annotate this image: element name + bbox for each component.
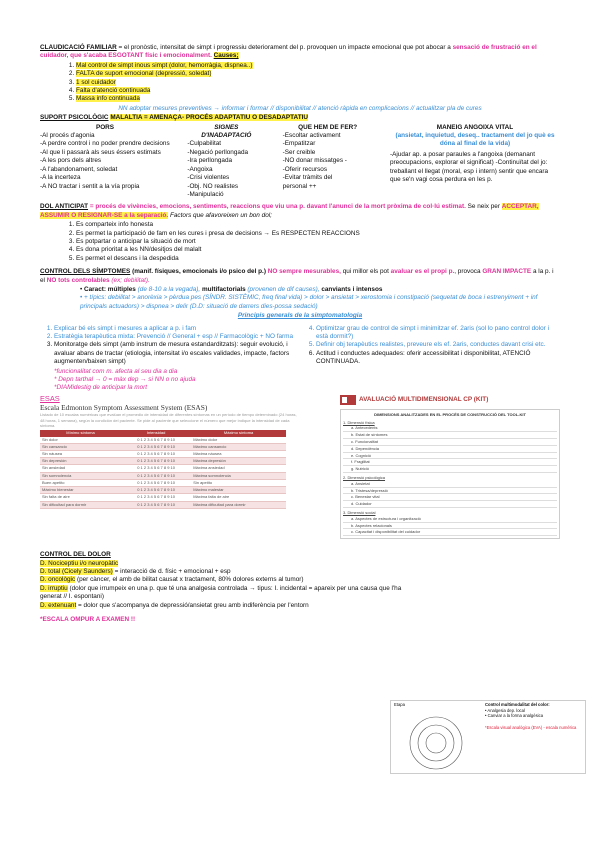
table-cell: 0 1 2 3 4 5 6 7 8 9 10 [121,451,191,458]
list-item: 1. Es comparteix info honesta [76,221,560,229]
list-item: 2. FALTA de suport emocional (depressió, soledat) [76,70,560,78]
etapa-figure [390,700,586,774]
column-pors [40,124,170,200]
control-lead3: s pot [375,268,391,276]
control-nocontrol: NO tots controlables [46,276,110,284]
avm-header [340,395,560,405]
avm-sections [343,420,557,537]
principis-left [40,324,300,393]
list-item: 2. Estratègia terapèutica mixta: Prevenció // General + esp // Farmacològic + NO farma [54,333,300,341]
list-item: 3. Es potpartar o anticipar la situació de mort [76,238,560,246]
list-item: 4. Optimitzar grau de control de simpt i minimitzar ef. 2aris (sol lo pano control dolor i està dormit?) [316,325,560,342]
table-cell: Máxima falta de aire [191,494,286,501]
principis-right [304,324,560,393]
prevent-note: NN adoptar mesures preventives → informar i formar // disponibilitat // atenció ràpida en complicacions // actualitzar pla de cures [118,104,482,112]
list-item: 4. Falta d'atenció continuada [76,87,560,95]
avm-item: a. Antecedents [343,425,557,432]
column-head: SIGNES [214,123,239,131]
table-cell: 0 1 2 3 4 5 6 7 8 9 10 [121,465,191,472]
table-header: Mínimo síntoma [40,430,121,436]
avm-item: d. Dependència [343,446,557,453]
table-cell: 0 1 2 3 4 5 6 7 8 9 10 [121,437,191,444]
table-cell: Sin depresión [40,458,121,465]
list-item: -Oferir recursos [282,165,328,173]
list-item: 3. 1 sol cuidador [76,79,560,87]
avm-item: g. Nutrició [343,466,557,473]
principis-grid [40,324,560,393]
control-lead5: a la p. i el [40,268,554,284]
list-item: 1. Mal control de simpt inous simpt (dolor, hemorràgia, dispnea..) [76,62,560,70]
dolor-line [40,560,410,568]
table-cell: 0 1 2 3 4 5 6 7 8 9 10 [121,487,191,494]
dolor-type: D. extenuant [40,601,77,609]
table-cell: Máxima somnolencia [191,472,286,479]
dolor-line [40,602,410,610]
dolor-type: D. oncològic [40,576,76,584]
table-cell: Máxima náusea [191,451,286,458]
avm-section-head: 3. Dimensió social [343,510,376,515]
list-item: 1. Explicar bé els simpt i mesures a aplicar a p. i fam [54,325,300,333]
logo-icon [340,395,356,405]
control-gran: GRAN IMPACTE [482,268,532,276]
avm-item: d. Cuidador [343,501,557,508]
table-cell: 0 1 2 3 4 5 6 7 8 9 10 [121,443,191,450]
list-item: -Empatitzar [282,140,316,148]
table-cell: Buen apetito [40,479,121,486]
table-cell: Sin falta de aire [40,494,121,501]
dolor-type: D. total (Cicely Saunders) [40,568,113,575]
dolor-desc: (dolor que irrumpeix en una p. que té una analgesia controlada → tipus: I. incidental = apareix per una causa que l'ha generat // I. espontani) [40,584,402,601]
dolor-line [40,576,410,584]
tipics-bullet: • + típics: debilitat > anorèxia > pèrdua pes (SÍNDR. SISTÈMIC, freq final vida) > dolor > ansietat > xerostomia i constipació (sequetat de boca i estrenyiment + inf principals actuadors) > dispnea > delir (D.D: situació de darrers dies-possa sedació) [80,294,538,310]
dolor-section [40,551,410,624]
table-row [40,494,286,501]
table-cell: Sin dolor [40,437,121,444]
table-row [40,501,286,508]
table-cell: 0 1 2 3 4 5 6 7 8 9 10 [121,494,191,501]
dolor-note: *ESCALA OMPUR A EXAMEN !! [40,616,136,624]
avm-item: c. Capacitat i disponibilitat del cuidador [343,529,557,536]
suport-title: SUPORT PSICOLÒGIC [40,114,109,122]
table-cell: Sin ansiedad [40,465,121,472]
list-item: -Al procés d'agonia [40,132,95,140]
esas-table [40,430,286,508]
column-head: QUE HEM DE FER? [298,123,358,131]
claudicacio-paragraph [40,44,560,61]
anticipat-title: DOL ANTICIPAT [40,203,89,211]
column-head: PORS [95,123,115,131]
dolor-type: D. irruptiu [40,584,68,592]
avm-item: b. Estat de síntomes [343,432,557,439]
table-row [40,465,286,472]
list-item: personal ++ [282,182,317,190]
dolor-desc: = interacció de d. físic + emocional + esp [112,568,231,575]
list-item: -Evitar tràmits del [282,174,333,182]
anticipat-lead-pink: = procés de vivències, emocions, sentiments, reaccions que viu una p. davant l'anunci de la mort pròxima de col·lú estimat. [88,203,466,211]
list-item: -Obj. NO realistes [187,182,239,190]
suport-subtitle: MALALTIA = AMENAÇA- PROCÉS ADAPTATIU O DESADAPTATIU [110,114,308,122]
list-item: • Analgesia dep. local [485,707,525,713]
etapa-label: Etapa [394,702,405,707]
avm-item: b. Aspectes relacionals [343,523,557,530]
list-item: -Negació perllongada [187,148,249,156]
scales-row [40,395,560,539]
column-angoixa [390,124,560,200]
note: *funcionalitat com m. afecta al seu dia a dia [54,367,178,375]
table-row [40,479,286,486]
avm-item: f. Fragilitat [343,459,557,466]
table-row [40,451,286,458]
list-item: -Ira perllongada [187,157,233,165]
list-item: -Crisi violentes [187,174,230,182]
principis-left-list [40,325,300,367]
suport-heading [40,114,560,122]
caract-bullet: • Caract: múltiples (de 8-10 a la vegada), multifactorials (provenen de dif causes), canviants i intensos [80,285,383,293]
column-signes [187,124,265,200]
table-cell: 0 1 2 3 4 5 6 7 8 9 10 [121,472,191,479]
list-item: -A la incerteza [40,174,81,182]
table-row [40,472,286,479]
avm-item: c. Benestar vital [343,494,557,501]
table-cell: Máxima depresión [191,458,286,465]
etapa-note: *Escala visual analògica (EVA) - escala numèrica [485,724,577,730]
avm-item: a. Aspectes de estructura i organització [343,516,557,523]
avm-item: b. Tristesa/depressió [343,488,557,495]
list-item: -NO donar missatges - [282,157,347,165]
anticipat-factors: Factors que afavoreixen un bon dol; [168,211,272,219]
control-paragraph [40,268,560,285]
claudicacio-lead: = el pronòstic, intensitat de simpt i progressiu deteriorament del p. provoquen un impacte emocional que pot abocar a [116,44,453,51]
table-cell: Sin dificultad para dormir [40,501,121,508]
list-item: -Culpabilitat [187,140,222,148]
list-item: -A perdre control i no poder prendre decisions [40,140,170,148]
list-item: -A NO tractar i sentit a la vía propia [40,182,140,190]
table-cell: 0 1 2 3 4 5 6 7 8 9 10 [121,479,191,486]
dolor-line [40,585,410,602]
dolor-title: CONTROL DEL DOLOR [40,551,111,559]
control-lead-pink2: avaluar es el propi p. [390,268,455,276]
control-lead4: , provoca [454,268,483,276]
control-lead2: qui millor el [340,268,376,276]
esas-label: ESAS [40,393,60,403]
control-nocontrol2: (ex; debilitat). [109,276,150,284]
column-head2: D'INADAPTACIÓ [201,132,252,140]
list-item: 5. Definir obj terapèutics realistes, preveure els ef. 2aris, conductes davant crisi etc. [316,341,560,349]
list-item: • Canviar a la forma analgèsica [485,713,544,719]
dolor-type: D. Nociceptiu i/o neuropàtic [40,559,119,567]
list-item: 5. Massa info continuada [76,95,560,103]
table-header: Máximo síntoma [191,430,286,436]
list-item: -A les pors dels altres [40,157,102,165]
claudicacio-title: CLAUDICACIÓ FAMILIAR [40,44,117,51]
etapa-right-title: Control multimodalitat del color: [485,702,550,707]
avm-title: AVALUACIÓ MULTIDIMENSIONAL CP (KIT) [359,395,489,403]
table-cell: Máximo bienestar [40,487,121,494]
anticipat-list [40,221,560,263]
note: * Depn tarthal → 0 = màx dep → si NN o no ajuda [54,376,196,384]
table-cell: 0 1 2 3 4 5 6 7 8 9 10 [121,501,191,508]
avm-item: c. Funcionalitat [343,439,557,446]
table-cell: Máximo cansancio [191,443,286,450]
table-cell: Sin náusea [40,451,121,458]
principis-right-list [304,325,560,367]
dolor-lines [40,560,410,610]
control-title: CONTROL DELS SÍMPTOMES [40,268,131,276]
claudicacio-lead-pink: sensació de frustració en el cuidador, que s'acaba ESGOTANT físic i emocionalment. [40,44,537,60]
table-row [40,458,286,465]
causes-label: Causes; [213,52,239,60]
esas-table-body [40,437,286,509]
list-item: -Ser creible [282,148,316,156]
table-row [40,443,286,450]
principis-title: Principis generals de la simptomatologia [237,312,363,320]
anticipat-paragraph [40,203,560,220]
avm-subtitle: DIMENSIONS ANALITZADES EN EL PROCÉS DE CONSTRUCCIÓ DEL TOOL-KIT [374,411,526,417]
avm-item: a. Ansietat [343,481,557,488]
list-item: -Escoltar activament [282,132,341,140]
avm-item: e. Cognició [343,453,557,460]
esas-title: Escala Edmonton Symptom Assessment System (ESAS) [40,403,208,413]
anticipat-highlight: ACCEPTAR, ASSUMIR O RESIGNAR-SE a la separació. [40,203,539,219]
table-cell: Máximo malestar [191,487,286,494]
dolor-line [40,568,410,576]
esas-desc: Listado de 10 escalas numéricas que evalúan el promedio de intensidad de diferentes síntomas en un período de tiempo determinado (24 horas, 48 horas, 1 semana), según la condición del paciente. Se pide al paciente que seleccione el número que mejor indique la intensidad de cada síntoma. [40,412,297,429]
table-cell: 0 1 2 3 4 5 6 7 8 9 10 [121,458,191,465]
etapa-right [485,702,585,730]
list-item: 4. Es dona prioritat a les NN/desitjos del malalt [76,246,560,254]
avm-figure [340,395,560,539]
table-cell: Sin somnolencia [40,472,121,479]
table-cell: Máximo dolor [191,437,286,444]
esas-figure [40,395,300,539]
note: *DIAMidestig de anticipar la mort [54,384,148,392]
dolor-desc: = dolor que s'acompanya de depressió/ansietat greu amb indiferència per l'entorn [76,601,309,609]
concentric-circles-icon [393,711,479,771]
causes-list [40,62,560,104]
column-head: MANEIG ANGOIXA VITAL [436,123,514,131]
angoixa-blue: (ansietat, inquietud, deseq.. tractament del jo què es dóna al final de la vida) [395,132,555,148]
table-cell: Máxima ansiedad [191,465,286,472]
avm-section-head: 2. Dimensió psicològica [343,475,386,481]
table-header: Intensidad [121,430,191,436]
list-item: -A l'abandonament, soledat [40,165,118,173]
avm-box [340,409,560,539]
list-item: 5. Es permet el descans i la despedida [76,255,560,263]
control-lead: (manif. físiques, emocionals i/o psico del p.) [130,268,268,276]
list-item: -Manipulació [187,190,224,198]
table-cell: Sin apetito [191,479,286,486]
list-item: 3. Monitoratge dels simpt (amb instrum de mesura estandarditzats): seguir evolució, i avaluar abans de tractar (etiologia, intensitat i/o escales validades, impacte, factors augmenten/baixen simpt) [54,341,300,366]
table-cell: Máxima dificultad para dormir [191,501,286,508]
table-row [40,487,286,494]
avm-section-head: 1. Dimensió física [343,419,375,425]
table-cell: Sin cansancio [40,443,121,450]
list-item: 2. Es permet la participació de fam en les cures i presa de decisions → Es RESPECTEN REACCIONS [76,230,560,238]
column-que-fer [283,124,373,200]
table-row [40,437,286,444]
list-item: -Angoixa [187,165,213,173]
anticipat-lead-tail: Se neix per [465,203,500,211]
dolor-desc: (per càncer, el amb de bilitat causat x tractament, 80% dolores externs al tumor) [75,576,304,584]
angoixa-text: -Ajudar ap. a posar paraules a l'angoixa (demanant preocupacions, explorar el significat) -Continuïtat del jo: treballant el llegat (moral, esp i intern) sentir que encara que se'n vagi cosa perdura en les p. [389,150,549,184]
list-item: -Al que li passarà als seus éssers estimats [40,148,161,156]
suport-columns [40,124,560,200]
control-lead-pink: NO sempre mesurables, [267,268,341,276]
list-item: 6. Actitud i conductes adequades: oferir accessibilitat i disponibilitat, ATENCIÓ CONTINUADA. [316,350,560,367]
